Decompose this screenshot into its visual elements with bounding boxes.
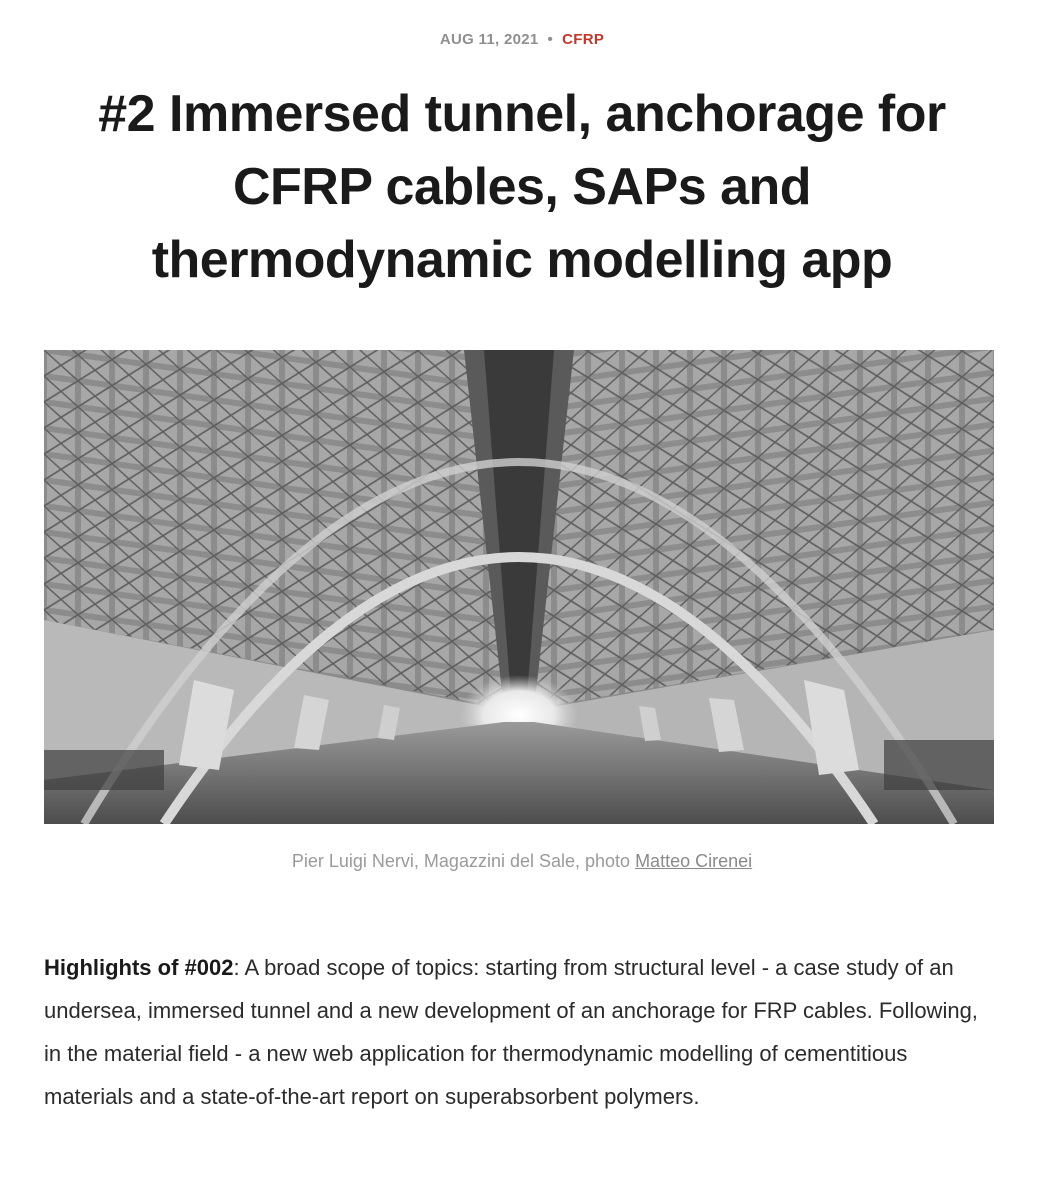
tunnel-photo: [44, 350, 994, 824]
post-meta: [0, 31, 1044, 48]
meta-separator: •: [547, 31, 554, 48]
tag-link-cfrp[interactable]: CFRP: [562, 31, 605, 48]
hero-image: [44, 350, 994, 824]
caption-text: Pier Luigi Nervi, Magazzini del Sale, photo: [291, 851, 636, 871]
image-caption: [0, 851, 1044, 872]
highlights-label: Highlights of #002: [44, 955, 234, 980]
photographer-link[interactable]: Matteo Cirenei: [635, 851, 753, 871]
highlights-text: : A broad scope of topics: starting from structural level - a case study of an undersea, immersed tunnel and a new development of an anchorage for FRP cables. Following, in the material field - a new web application for thermodynamic modelling of cementitious materials and a state-of-the-art report on superabsorbent polymers.: [44, 955, 978, 1109]
highlights-paragraph: [44, 946, 1000, 1118]
post-title: #2 Immersed tunnel, anchorage for CFRP cables, SAPs and thermodynamic modelling app: [98, 85, 946, 289]
post-date: AUG 11, 2021: [439, 31, 539, 48]
